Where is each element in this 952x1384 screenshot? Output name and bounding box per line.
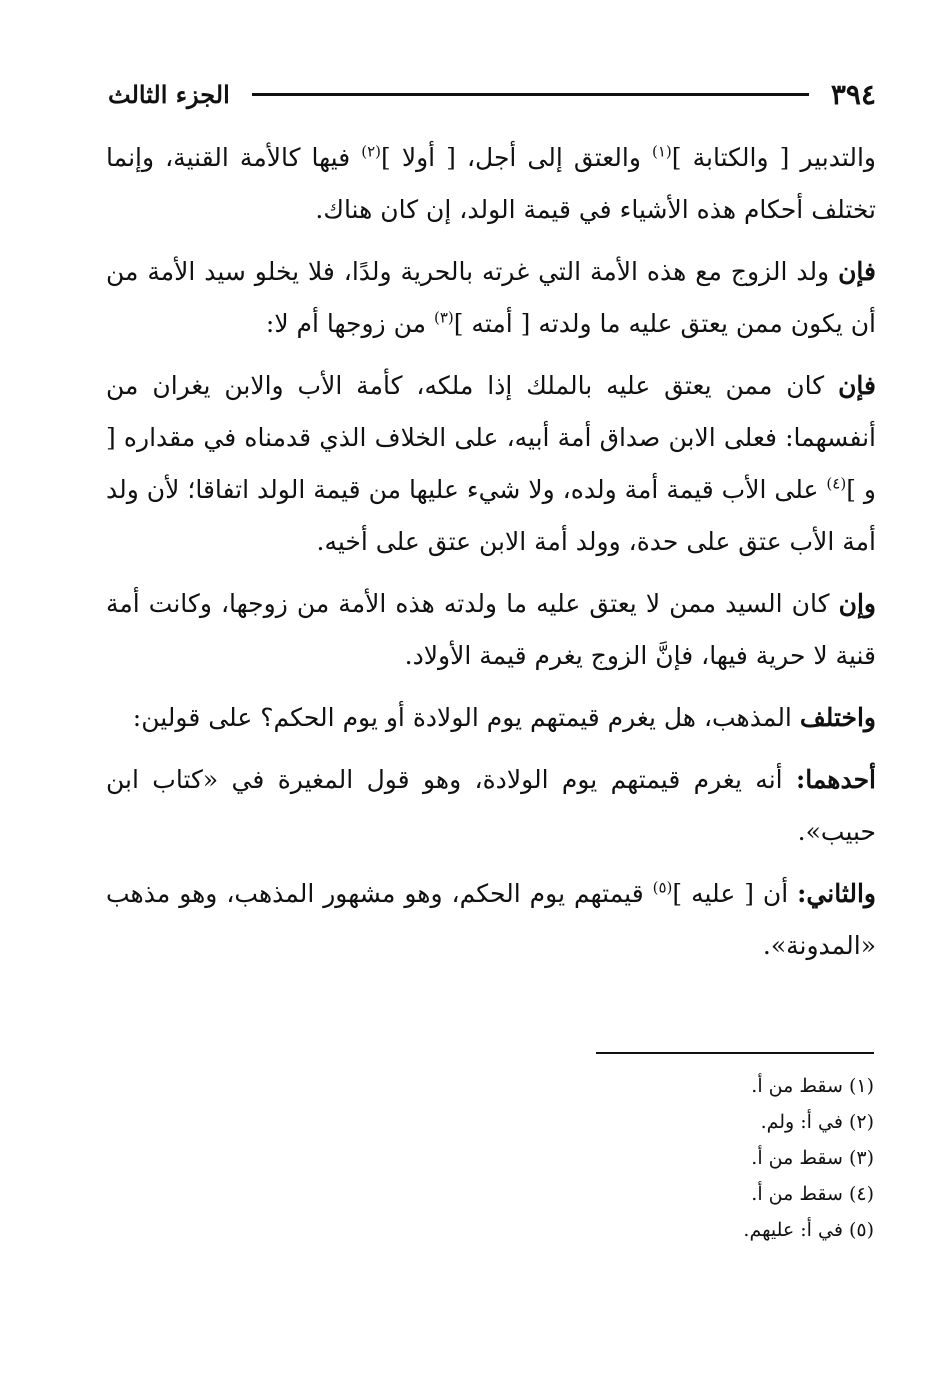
paragraph xyxy=(106,132,876,236)
header-rule xyxy=(252,93,809,96)
paragraph-lead-word: والثاني: xyxy=(797,879,876,908)
footnotes xyxy=(596,1068,874,1248)
footnote: (٥) في أ: عليهم. xyxy=(743,1219,874,1241)
paragraph xyxy=(106,868,876,972)
paragraph-lead-word: فإن xyxy=(838,371,876,400)
page-number: ٣٩٤ xyxy=(830,77,876,111)
paragraph-lead-word: فإن xyxy=(838,257,876,286)
paragraph-lead-word: واختلف xyxy=(799,703,876,732)
paragraph xyxy=(106,754,876,858)
part-title: الجزء الثالث xyxy=(108,79,230,109)
paragraph-text: كان ممن يعتق عليه بالملك إذا ملكه، كأمة الأب والابن يغران من أنفسهما: فعلى الابن صداق أمة أبيه، على الخلاف الذي قدمناه في مقداره [ و ] xyxy=(106,371,876,504)
paragraph-lead-word: أحدهما: xyxy=(795,765,876,794)
paragraph-text: فيها كالأمة القنية، وإنما تختلف أحكام هذه الأشياء في قيمة الولد، إن كان هناك. xyxy=(106,143,876,224)
paragraph-text: أن [ عليه ] xyxy=(672,879,798,908)
paragraph-text: ولد الزوج مع هذه الأمة التي غرته بالحرية ولدًا، فلا يخلو سيد الأمة من أن يكون ممن يعتق عليه ما ولدته [ أمته ] xyxy=(106,257,876,338)
footnote-marker: (٣) xyxy=(433,308,454,327)
paragraph-text: أنه يغرم قيمتهم يوم الولادة، وهو قول المغيرة في «كتاب ابن حبيب». xyxy=(106,765,876,846)
paragraph-text: كان السيد ممن لا يعتق عليه ما ولدته هذه الأمة من زوجها، وكانت أمة قنية لا حرية فيها، فإنَّ الزوج يغرم قيمة الأولاد. xyxy=(106,589,876,670)
footnote-marker: (٥) xyxy=(652,878,673,897)
paragraph-lead-word: وإن xyxy=(838,589,876,618)
paragraph xyxy=(106,578,876,682)
paragraph-text: والتدبير [ والكتابة ] xyxy=(671,143,877,172)
main-text xyxy=(106,132,876,982)
paragraph xyxy=(106,692,876,744)
footnote-separator xyxy=(596,1052,874,1054)
footnote-marker: (٤) xyxy=(826,474,847,493)
paragraph-text: من زوجها أم لا: xyxy=(265,309,434,338)
footnote: (٤) سقط من أ. xyxy=(751,1183,874,1205)
paragraph-text: المذهب، هل يغرم قيمتهم يوم الولادة أو يوم الحكم؟ على قولين: xyxy=(132,703,800,732)
paragraph xyxy=(106,246,876,350)
footnote: (٢) في أ: ولم. xyxy=(760,1111,874,1133)
footnote-marker: (١) xyxy=(652,142,672,161)
paragraph-text: على الأب قيمة أمة ولده، ولا شيء عليها من قيمة الولد اتفاقا؛ لأن ولد أمة الأب عتق على حدة، وولد أمة الابن عتق على أخيه. xyxy=(106,475,876,556)
page-header xyxy=(108,72,876,116)
paragraph-text: قيمتهم يوم الحكم، وهو مشهور المذهب، وهو مذهب «المدونة». xyxy=(106,879,876,960)
footnote: (٣) سقط من أ. xyxy=(751,1147,874,1169)
footnote: (١) سقط من أ. xyxy=(751,1075,874,1097)
footnote-marker: (٢) xyxy=(361,142,382,161)
paragraph-text: والعتق إلى أجل، [ أولا ] xyxy=(381,143,652,172)
paragraph xyxy=(106,360,876,568)
